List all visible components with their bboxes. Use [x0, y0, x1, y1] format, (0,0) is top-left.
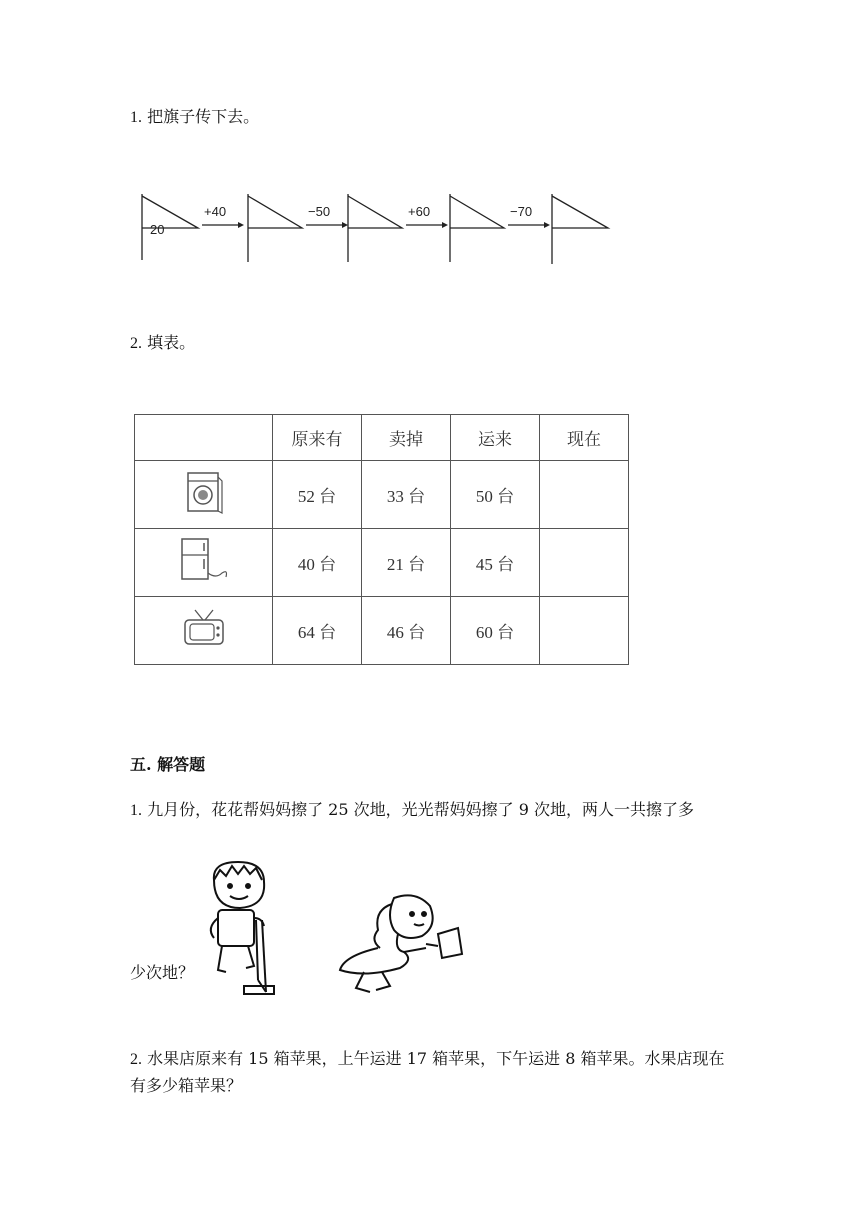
table-cell: 60 台: [451, 597, 540, 665]
section-title: 五. 解答题: [130, 755, 206, 774]
arrow-4: [508, 206, 550, 230]
operation-label: −50: [308, 204, 331, 219]
table-row: [135, 597, 629, 665]
table-row: [135, 529, 629, 597]
flag-value: 20: [150, 222, 165, 237]
girl-mopping-illustration: [334, 890, 474, 1000]
answer-cell[interactable]: [540, 529, 629, 597]
problem-1-continued: 少次地？: [130, 963, 195, 982]
flag-1: [140, 194, 210, 274]
refrigerator-icon: [135, 529, 273, 597]
television-icon: [135, 597, 273, 665]
boy-mopping-illustration: [200, 858, 290, 1003]
arrow-1: [202, 206, 244, 230]
question-text: 填表。: [147, 333, 196, 352]
arrow-3: [406, 206, 448, 230]
header-cell: 现在: [540, 415, 629, 461]
header-cell: 运来: [451, 415, 540, 461]
header-cell: [135, 415, 273, 461]
question-2-table: [130, 330, 195, 357]
table-cell: 50 台: [451, 461, 540, 529]
answer-cell[interactable]: [540, 461, 629, 529]
inventory-table: [134, 414, 629, 665]
table-cell: 21 台: [362, 529, 451, 597]
table-cell: 33 台: [362, 461, 451, 529]
problem-2: [130, 1046, 740, 1099]
arrow-2: [306, 206, 348, 230]
table-row: [135, 461, 629, 529]
header-cell: 原来有: [273, 415, 362, 461]
table-cell: 40 台: [273, 529, 362, 597]
question-number: 1.: [130, 109, 142, 126]
table-cell: 45 台: [451, 529, 540, 597]
table-cell: 46 台: [362, 597, 451, 665]
problem-1: [130, 797, 694, 824]
question-number: 2.: [130, 1051, 142, 1068]
operation-label: +40: [204, 204, 227, 219]
question-number: 1.: [130, 802, 142, 819]
answer-cell[interactable]: [540, 597, 629, 665]
flag-chain: [130, 180, 630, 275]
flag-5: [550, 194, 620, 274]
question-1-flags: [130, 104, 259, 131]
table-header-row: [135, 415, 629, 461]
operation-label: −70: [510, 204, 533, 219]
washing-machine-icon: [135, 461, 273, 529]
question-text: 九月份，花花帮妈妈擦了 25 次地，光光帮妈妈擦了 9 次地，两人一共擦了多: [147, 800, 694, 819]
table-cell: 52 台: [273, 461, 362, 529]
question-text: 水果店原来有 15 箱苹果，上午运进 17 箱苹果，下午运进 8 箱苹果。水果店现在有多少箱苹果？: [130, 1049, 725, 1095]
header-cell: 卖掉: [362, 415, 451, 461]
table-cell: 64 台: [273, 597, 362, 665]
operation-label: +60: [408, 204, 431, 219]
question-text: 把旗子传下去。: [147, 107, 260, 126]
question-number: 2.: [130, 335, 142, 352]
